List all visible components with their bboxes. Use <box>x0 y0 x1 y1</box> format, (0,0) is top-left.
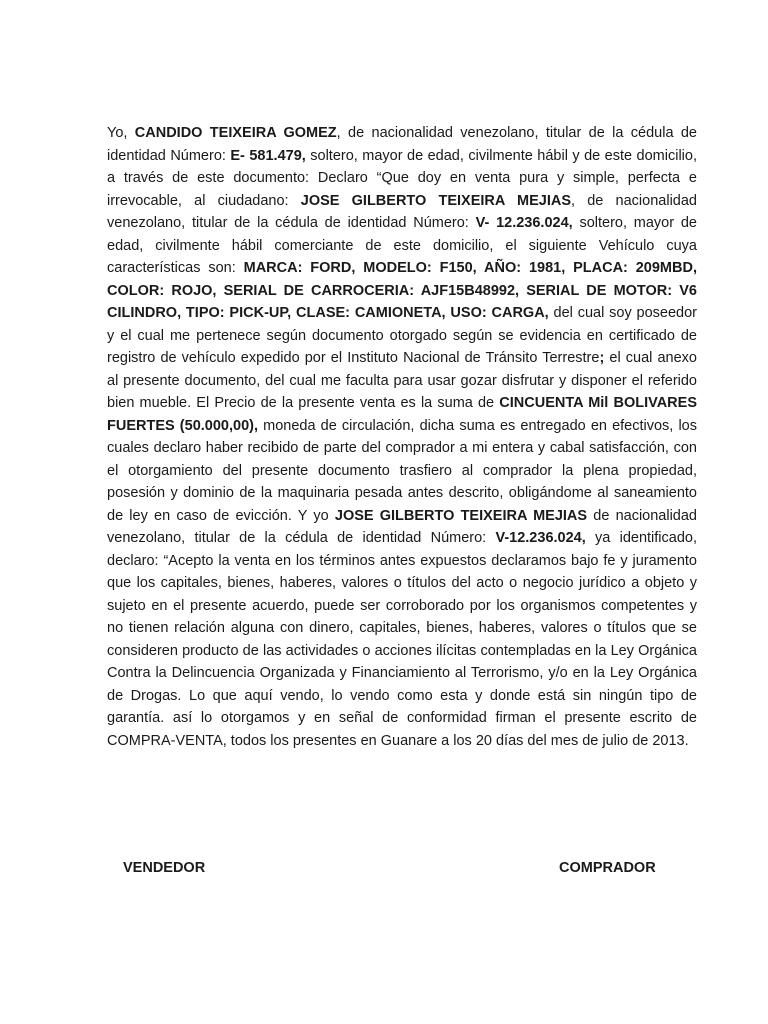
paragraph-text-run: soltero, mayor de edad, civilmente hábil y de este domicilio, a través de este documento: Declaro “Que doy en venta pura y simple, perfecta e irrevocable, al ciudadano: <box>107 147 697 209</box>
paragraph-text-run: soltero, mayor de edad, civilmente hábil comerciante de este domicilio, el siguiente Vehículo cuya características son: <box>107 215 697 276</box>
paragraph-text-run: , de nacionalidad venezolano, titular de la cédula de identidad Número: <box>107 125 697 164</box>
paragraph-text-run: moneda de circulación, dicha suma es entregado en efectivos, los cuales declaro haber recibido de parte del comprador a mi entera y cabal satisfacción, con el otorgamiento del presente documento trasfiero al comprador la plena propiedad, posesión y dominio de la maquinaria pesada antes descrito, obligándome al saneamiento de ley en caso de evicción. Y yo <box>107 417 697 524</box>
paragraph-bold-run: V- 12.236.024, <box>475 215 573 231</box>
paragraph-bold-run: CANDIDO TEIXEIRA GOMEZ <box>134 125 337 141</box>
buyer-signature-label: COMPRADOR <box>559 860 656 876</box>
paragraph-bold-run: ; <box>599 350 605 366</box>
seller-signature-label: VENDEDOR <box>123 860 206 876</box>
paragraph-bold-run: JOSE GILBERTO TEIXEIRA MEJIAS <box>300 192 572 209</box>
contract-paragraph <box>107 122 697 752</box>
paragraph-bold-run: MARCA: FORD, MODELO: F150, AÑO: 1981, PLACA: 209MBD, COLOR: ROJO, SERIAL DE CARROCERIA: AJF15B48992, SERIAL DE MOTOR: V6 CILINDRO, TIPO: PICK-UP, CLASE: CAMIONETA, USO: CARGA, <box>107 260 697 321</box>
paragraph-text-run: de nacionalidad venezolano, titular de la cédula de identidad Número: <box>107 507 697 546</box>
paragraph-bold-run: V-12.236.024, <box>495 530 586 546</box>
paragraph-bold-run: CINCUENTA Mil BOLIVARES FUERTES (50.000,00), <box>107 395 698 434</box>
paragraph-text-run: Yo, <box>107 125 135 141</box>
paragraph-bold-run: JOSE GILBERTO TEIXEIRA MEJIAS <box>334 507 588 524</box>
paragraph-text-run: del cual soy poseedor y el cual me pertenece según documento otorgado según se evidencia en certificado de registro de vehículo expedido por el Instituto Nacional de Tránsito Terrestre <box>107 305 698 366</box>
paragraph-text-run: , de nacionalidad venezolano, titular de la cédula de identidad Número: <box>107 192 697 231</box>
paragraph-text-run: el cual anexo al presente documento, del cual me faculta para usar gozar disfrutar y disponer el referido bien mueble. El Precio de la presente venta es la suma de <box>107 350 697 411</box>
paragraph-bold-run: E- 581.479, <box>230 147 306 164</box>
paragraph-text-run: ya identificado, declaro: “Acepto la venta en los términos antes expuestos declaramos bajo fe y juramento que los capitales, bienes, haberes, valores o títulos del acto o negocio jurídico a objeto y sujeto en el presente acuerdo, puede ser corroborado por los organismos competentes y no tienen relación alguna con dinero, capitales, bienes, haberes, valores o títulos que se consideren producto de las actividades o acciones ilícitas contempladas en la Ley Orgánica Contra la Delincuencia Organizada y Financiamiento al Terrorismo, y/o en la Ley Orgánica de Drogas. Lo que aquí vendo, lo vendo como esta y donde está sin ningún tipo de garantía. así lo otorgamos y en señal de conformidad firman el presente escrito de COMPRA-VENTA, todos los presentes en Guanare a los 20 días del mes de julio de 2013. <box>107 530 697 749</box>
